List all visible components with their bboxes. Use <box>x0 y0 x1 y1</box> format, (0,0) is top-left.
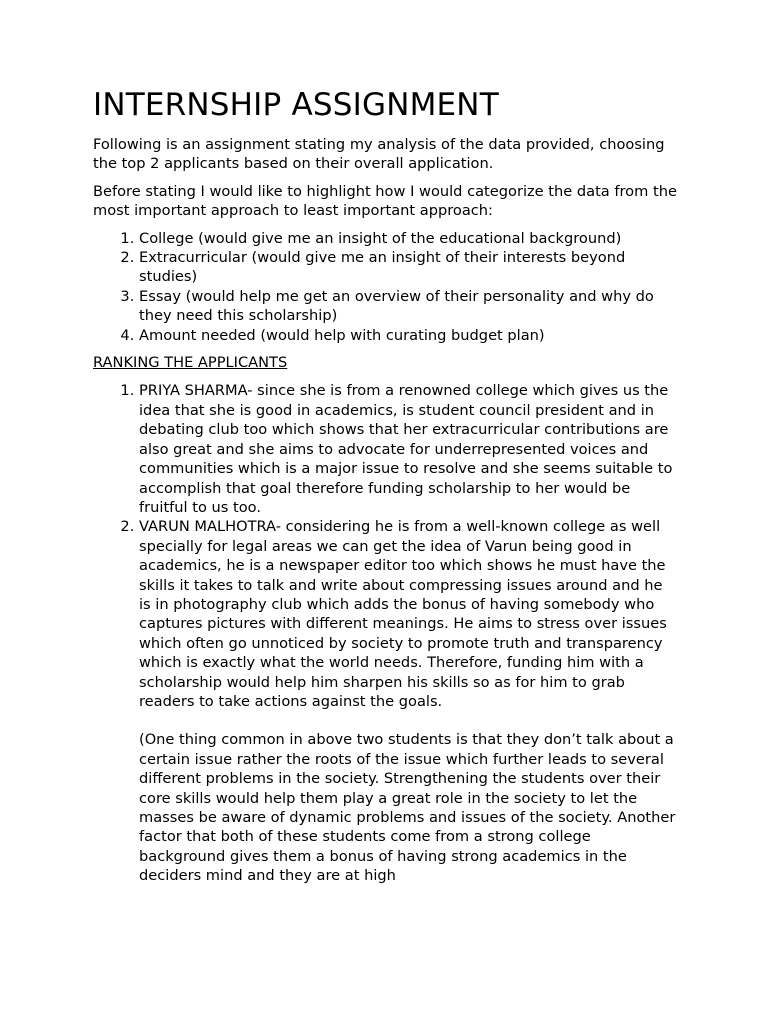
applicants-list <box>93 381 678 885</box>
intro-paragraph: Following is an assignment stating my analysis of the data provided, choosing the top 2 applicants based on their overall application. <box>93 136 665 173</box>
criteria-item-extracurricular: 2. Extracurricular (would give me an insight of their interests beyond studies) <box>139 248 678 287</box>
criteria-list <box>93 229 678 345</box>
applicant-text: PRIYA SHARMA- since she is from a renowned college which gives us the idea that she is good in academics, is student council president and in debating club too which shows that her extracurricular contributions are also great and she aims to advocate for underrepresented voices and communities which is a major issue to resolve and she seems suitable to accomplish that goal therefore funding scholarship to her would be fruitful to us too. <box>139 382 673 516</box>
applicant-varun-malhotra <box>139 517 678 885</box>
common-note-paragraph: (One thing common in above two students is that they don’t talk about a certain issue rather the roots of the issue which further leads to several different problems in the society. Strengthening the students over their core skills would help them play a great role in the society to let the masses be aware of dynamic problems and issues of the society. Another factor that both of these students come from a strong college background gives them a bonus of having strong academics in the deciders mind and they are at high <box>139 731 676 885</box>
criteria-item-amount: 4. Amount needed (would help with curating budget plan) <box>139 326 678 345</box>
document-title: INTERNSHIP ASSIGNMENT <box>93 87 499 123</box>
criteria-item-college: 1. College (would give me an insight of the educational background) <box>139 229 678 248</box>
applicant-priya-sharma <box>139 381 678 517</box>
ranking-heading: RANKING THE APPLICANTS <box>93 354 288 372</box>
criteria-item-essay: 3. Essay (would help me get an overview of their personality and why do they need this scholarship) <box>139 287 678 326</box>
applicant-text: VARUN MALHOTRA- considering he is from a well-known college as well specially for legal areas we can get the idea of Varun being good in academics, he is a newspaper editor too which shows he must have the skills it takes to talk and write about compressing issues around and he is in photography club which adds the bonus of having somebody who captures pictures with different meanings. He aims to stress over issues which often go unnoticed by society to promote truth and transparency which is exactly what the world needs. Therefore, funding him with a scholarship would help him sharpen his skills so as for him to grab readers to take actions against the goals. <box>139 518 667 710</box>
categorize-paragraph: Before stating I would like to highlight how I would categorize the data from the most important approach to least important approach: <box>93 182 677 220</box>
